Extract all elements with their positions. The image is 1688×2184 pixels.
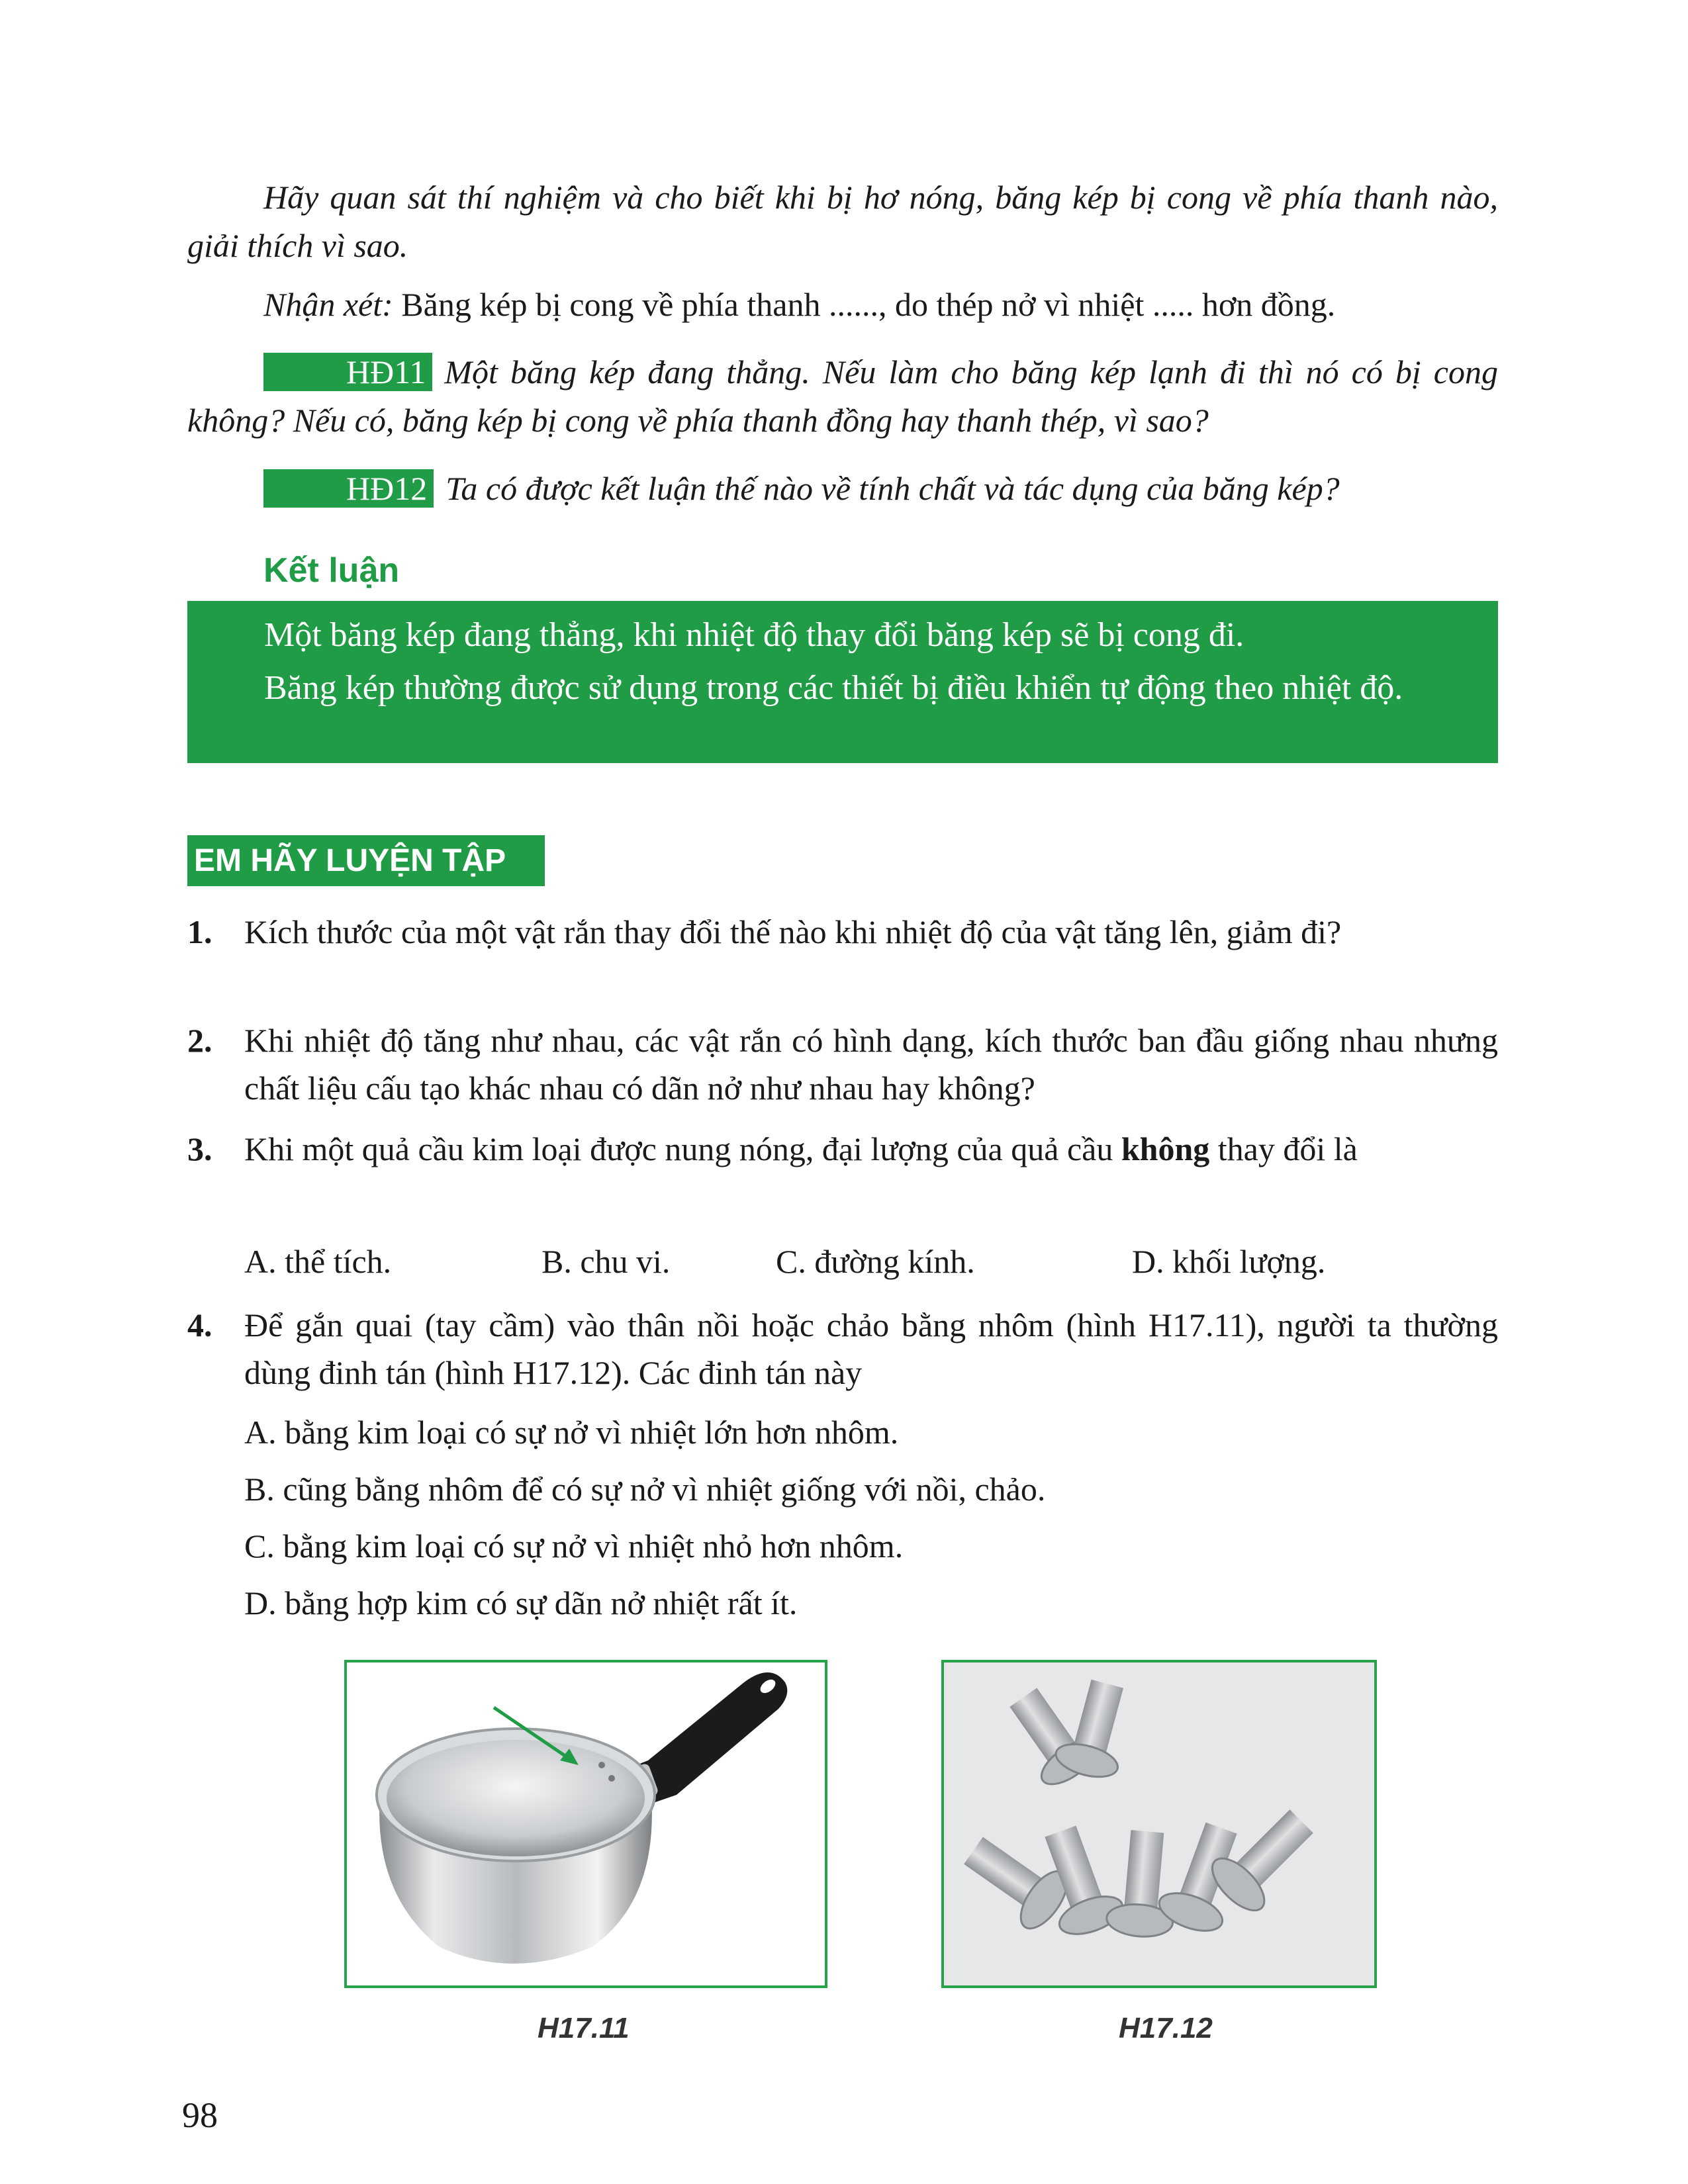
q3-option-d: D. khối lượng. [1132,1243,1326,1280]
practice-header: EM HÃY LUYỆN TẬP [187,835,545,886]
question-number: 4. [187,1306,212,1343]
remark-paragraph [187,281,1498,329]
page-number: 98 [182,2095,218,2135]
question-text: Để gắn quai (tay cầm) vào thân nồi hoặc chảo bằng nhôm (hình H17.11), người ta thường dùng đinh tán (hình H17.12). Các đinh tán này [244,1306,1498,1391]
q3-option-a: A. thể tích. [244,1243,392,1280]
rivet-dot [608,1775,615,1782]
conclusion-title: Kết luận [263,551,400,590]
figure-rivets [941,1660,1377,1988]
question-bold-word: không [1121,1130,1210,1167]
rivets-illustration [944,1662,1374,1985]
activity-tag-hd12: HĐ12 [263,469,434,508]
q4-option-a: A. bằng kim loại có sự nở vì nhiệt lớn hơn nhôm. [244,1414,899,1451]
question-3 [187,1125,1498,1173]
q4-option-b: B. cũng bằng nhôm để có sự nở vì nhiệt giống với nồi, chảo. [244,1471,1046,1508]
pot-illustration [347,1662,825,1985]
question-text: Khi nhiệt độ tăng như nhau, các vật rắn có hình dạng, kích thước ban đầu giống nhau nhưng chất liệu cấu tạo khác nhau có dãn nở như nhau hay không? [244,1022,1498,1107]
activity-text-hd11: Một băng kép đang thẳng. Nếu làm cho băng kép lạnh đi thì nó có bị cong không? Nếu có, băng kép bị cong về phía thanh đồng hay thanh thép, vì sao? [187,353,1498,439]
q4-option-d: D. bằng hợp kim có sự dãn nở nhiệt rất ít. [244,1584,798,1621]
question-1 [187,908,1498,956]
figure-caption-h17-12: H17.12 [1119,2012,1213,2044]
rivet-dot [598,1762,605,1768]
question-4 [187,1301,1498,1396]
q3-option-c: C. đường kính. [776,1243,975,1280]
conclusion-paragraph-1: Một băng kép đang thẳng, khi nhiệt độ thay đổi băng kép sẽ bị cong đi. [264,616,1244,654]
pot-inside [387,1740,645,1856]
observe-text: Hãy quan sát thí nghiệm và cho biết khi bị hơ nóng, băng kép bị cong về phía thanh nào, giải thích vì sao. [187,179,1498,264]
question-text [244,1125,1498,1173]
activity-tag-hd11: HĐ11 [263,353,432,391]
activity-hd12 [187,465,1498,513]
activity-hd11 [187,348,1498,445]
conclusion-box [187,601,1498,763]
conclusion-paragraph-2: Băng kép thường được sử dụng trong các thiết bị điều khiển tự động theo nhiệt độ. [264,669,1403,707]
rivets-background [944,1662,1374,1985]
observe-paragraph [187,173,1498,270]
question-number: 1. [187,913,212,950]
question-text: Kích thước của một vật rắn thay đổi thế nào khi nhiệt độ của vật tăng lên, giảm đi? [244,913,1342,950]
figure-caption-h17-11: H17.11 [538,2012,630,2044]
q3-option-b: B. chu vi. [541,1243,671,1280]
question-number: 2. [187,1022,212,1059]
remark-label: Nhận xét: [263,286,393,323]
figure-pot [344,1660,827,1988]
activity-text-hd12: Ta có được kết luận thế nào về tính chất và tác dụng của băng kép? [445,470,1340,507]
remark-text: Băng kép bị cong về phía thanh ......, do thép nở vì nhiệt ..... hơn đồng. [393,286,1336,323]
question-2 [187,1017,1498,1112]
question-number: 3. [187,1130,212,1167]
q4-option-c: C. bằng kim loại có sự nở vì nhiệt nhỏ hơn nhôm. [244,1527,904,1565]
question-text-part: Khi một quả cầu kim loại được nung nóng, đại lượng của quả cầu [244,1130,1121,1167]
question-text-part: thay đổi là [1209,1130,1358,1167]
